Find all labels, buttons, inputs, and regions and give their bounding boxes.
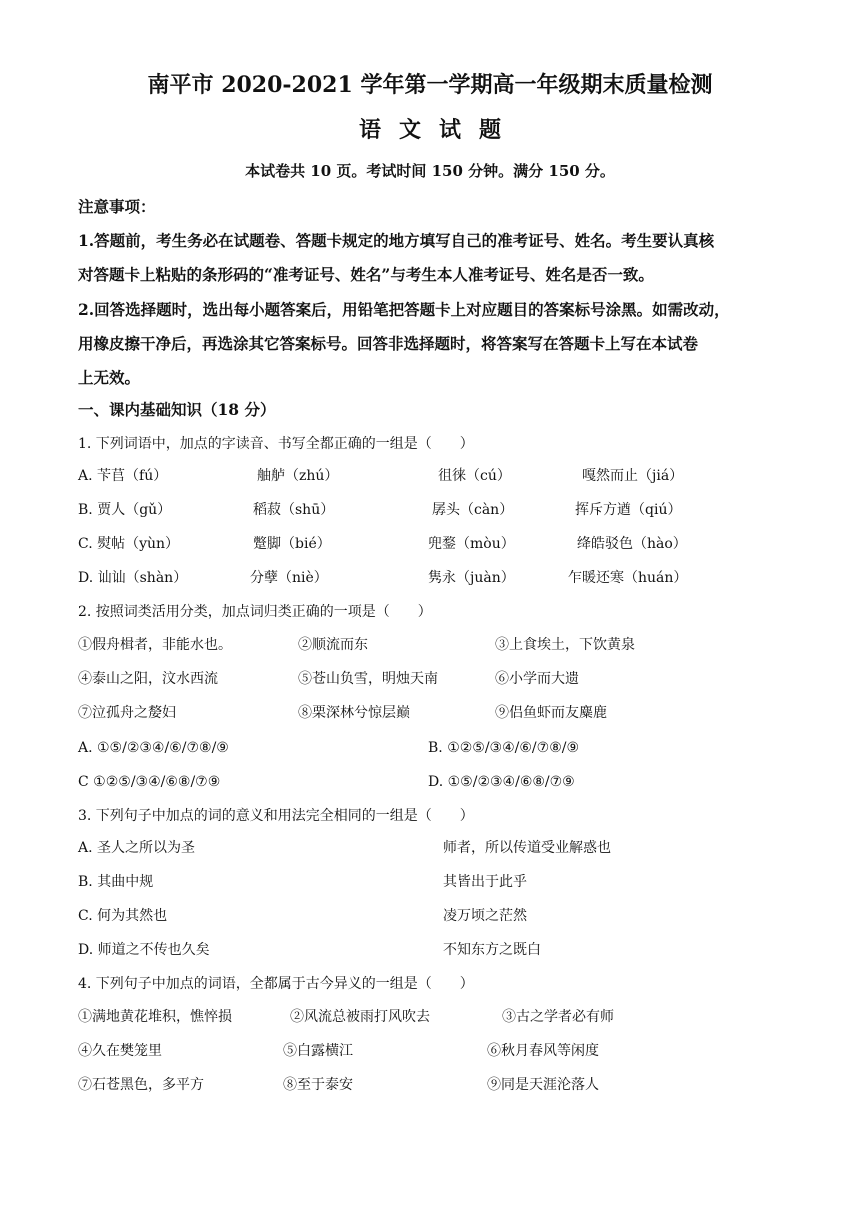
q2-option-b: B. ①②⑤/③④/⑥/⑦⑧/⑨ [428, 740, 580, 756]
notice-heading: 注意事项： [78, 197, 156, 216]
q2-option-a: A. ①⑤/②③④/⑥/⑦⑧/⑨ [78, 740, 229, 756]
q2-sentence: ⑨侣鱼虾而友麋鹿 [495, 705, 607, 721]
notice-line: 用橡皮擦干净后，再选涂其它答案标号。回答非选择题时，将答案写在答题卡上写在本试卷 [78, 334, 699, 353]
q1-option-c-word2: 蹩脚（bié） [253, 536, 331, 552]
notice-line: 上无效。 [78, 368, 141, 387]
q1-option-c-word4: 绛皓驳色（hào） [577, 536, 687, 552]
q4-sentence: ⑨同是天涯沦落人 [487, 1077, 599, 1093]
q3-option-b-left: B. 其曲中规 [78, 874, 154, 890]
q1-option-d-word4: 乍暖还寒（huán） [568, 570, 688, 586]
q2-option-c: C ①②⑤/③④/⑥⑧/⑦⑨ [78, 774, 221, 790]
q1-option-d-word2: 分孽（niè） [250, 570, 328, 586]
q4-sentence: ①满地黄花堆积，憔悴损 [78, 1009, 232, 1025]
q2-sentence: ⑤苍山负雪，明烛天南 [298, 671, 438, 687]
q3-option-c-right: 凌万顷之茫然 [443, 908, 527, 924]
q1-option-a-word2: 舳舻（zhú） [257, 468, 339, 484]
q2-sentence: ④泰山之阳，汶水西流 [78, 671, 218, 687]
q3-option-a-left: A. 圣人之所以为圣 [78, 840, 196, 856]
q1-option-c-word1: C. 熨帖（yùn） [78, 536, 180, 552]
q1-option-d-word3: 隽永（juàn） [428, 570, 515, 586]
q1-option-d-word1: D. 讪讪（shàn） [78, 570, 188, 586]
exam-title: 南平市 2020-2021 学年第一学期高一年级期末质量检测 [147, 72, 713, 98]
question-stem: 3. 下列句子中加点的词的意义和用法完全相同的一组是（ ） [78, 808, 474, 824]
notice-line: 1.答题前，考生务必在试题卷、答题卡规定的地方填写自己的准考证号、姓名。考生要认真核 [78, 231, 715, 250]
q1-option-b-word3: 孱头（càn） [432, 502, 514, 518]
q2-sentence: ②顺流而东 [298, 637, 368, 653]
q3-option-b-right: 其皆出于此乎 [443, 874, 527, 890]
q4-sentence: ⑦石苍黑色，多平方 [78, 1077, 204, 1093]
q3-option-d-left: D. 师道之不传也久矣 [78, 942, 210, 958]
q1-option-a-word4: 嘎然而止（jiá） [582, 468, 684, 484]
q1-option-c-word3: 兜鍪（mòu） [428, 536, 515, 552]
q3-option-d-right: 不知东方之既白 [443, 942, 541, 958]
q1-option-b-word2: 稻菽（shū） [253, 502, 335, 518]
q2-sentence: ⑧栗深林兮惊层巅 [298, 705, 410, 721]
question-stem: 1. 下列词语中，加点的字读音、书写全都正确的一组是（ ） [78, 436, 474, 452]
notice-line: 对答题卡上粘贴的条形码的“准考证号、姓名”与考生本人准考证号、姓名是否一致。 [78, 265, 654, 284]
q2-sentence: ③上食埃土，下饮黄泉 [495, 637, 635, 653]
q3-option-a-right: 师者，所以传道受业解惑也 [443, 840, 611, 856]
q2-option-d: D. ①⑤/②③④/⑥⑧/⑦⑨ [428, 774, 575, 790]
q1-option-a-word3: 徂徕（cú） [438, 468, 511, 484]
q4-sentence: ⑥秋月春风等闲度 [487, 1043, 599, 1059]
exam-info: 本试卷共 10 页。考试时间 150 分钟。满分 150 分。 [245, 162, 615, 180]
q2-sentence: ⑥小学而大遗 [495, 671, 579, 687]
q4-sentence: ⑤白露横江 [283, 1043, 353, 1059]
q4-sentence: ②风流总被雨打风吹去 [290, 1009, 430, 1025]
q3-option-c-left: C. 何为其然也 [78, 908, 168, 924]
q4-sentence: ③古之学者必有师 [502, 1009, 614, 1025]
q1-option-b-word4: 挥斥方遒（qiú） [575, 502, 682, 518]
question-stem: 4. 下列句子中加点的词语，全都属于古今异义的一组是（ ） [78, 976, 474, 992]
notice-line: 2.回答选择题时，选出每小题答案后，用铅笔把答题卡上对应题目的答案标号涂黑。如需改动， [78, 300, 730, 319]
q2-sentence: ⑦泣孤舟之嫠妇 [78, 705, 176, 721]
section-title: 一、课内基础知识（18 分） [78, 400, 276, 419]
q4-sentence: ⑧至于泰安 [283, 1077, 353, 1093]
q1-option-a-word1: A. 苄苢（fú） [78, 468, 168, 484]
question-stem: 2. 按照词类活用分类，加点词归类正确的一项是（ ） [78, 604, 432, 620]
q4-sentence: ④久在樊笼里 [78, 1043, 162, 1059]
subject-title: 语文试题 [358, 117, 519, 143]
q2-sentence: ①假舟楫者，非能水也。 [78, 637, 232, 653]
q1-option-b-word1: B. 贾人（gǔ） [78, 502, 172, 518]
